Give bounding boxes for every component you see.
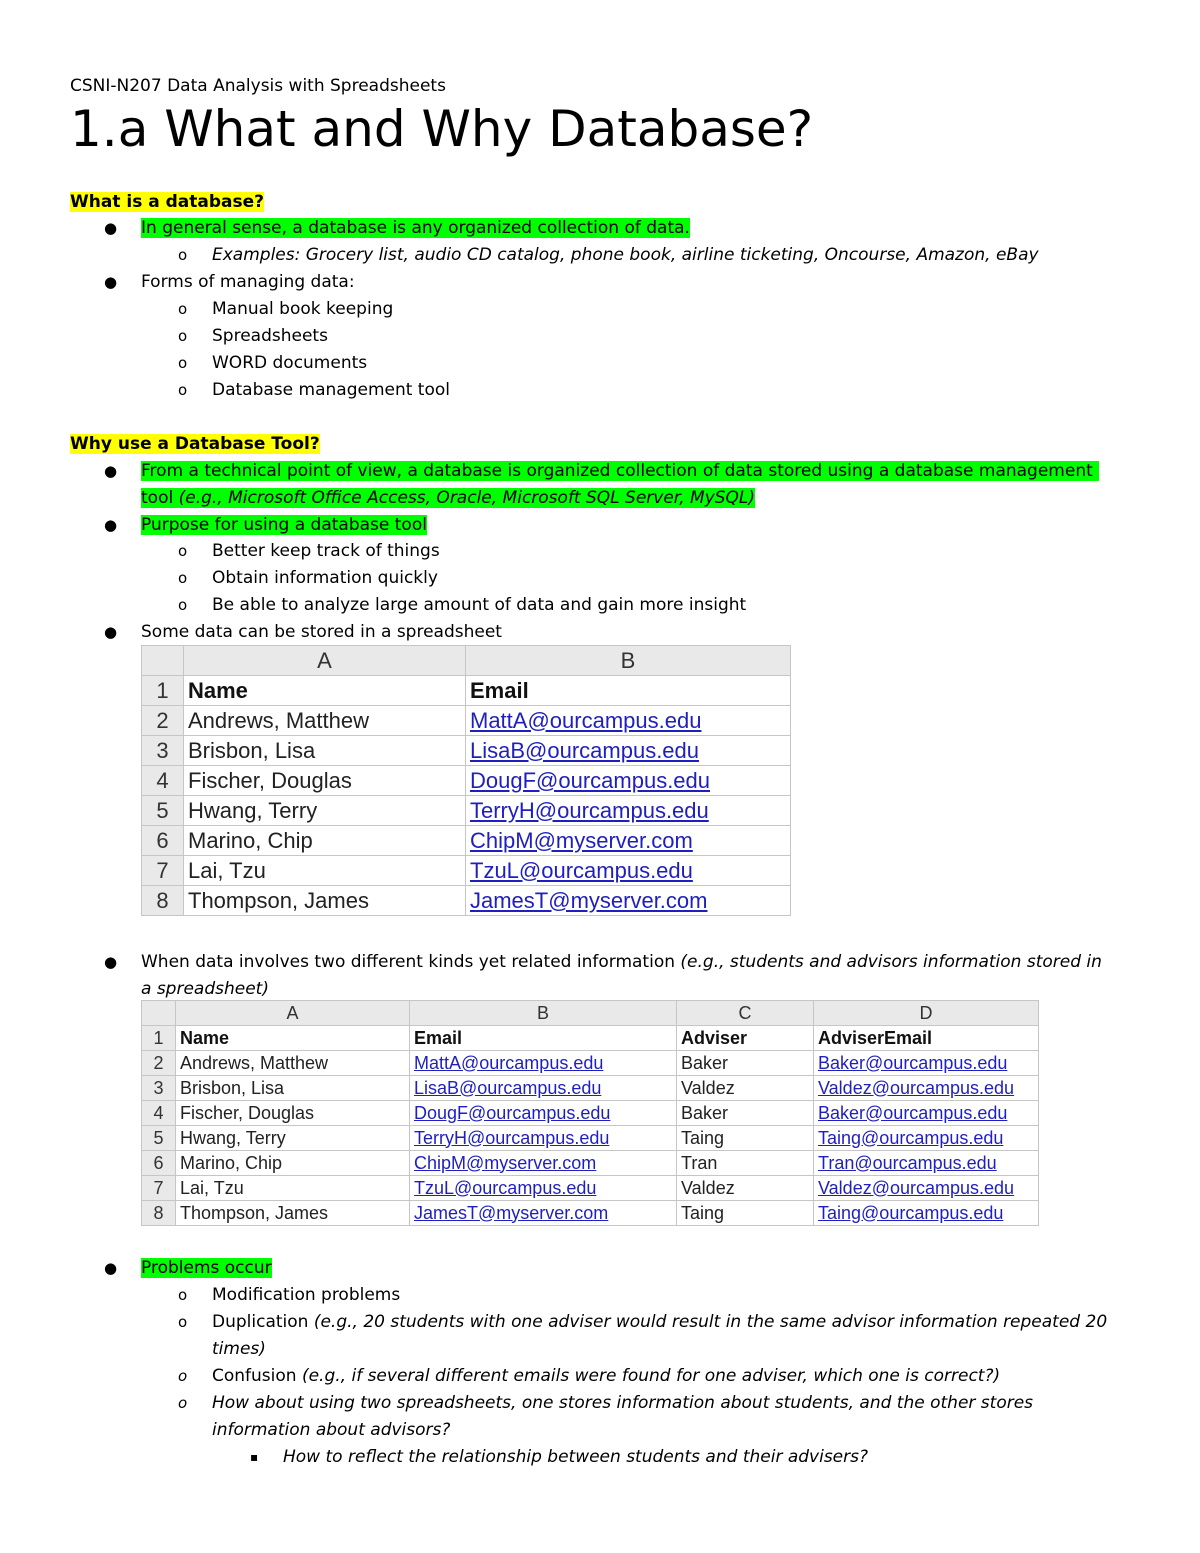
row-number: 7 (142, 856, 184, 886)
course-label: CSNI-N207 Data Analysis with Spreadsheets (70, 76, 446, 96)
bullet-icon: ● (104, 623, 118, 641)
circle-bullet-icon: o (178, 300, 188, 318)
column-header: A (184, 646, 466, 676)
bullet-icon: ● (104, 516, 118, 534)
row-number: 2 (142, 1051, 176, 1076)
column-header-row (142, 646, 791, 676)
cell-adviser-email: Baker@ourcampus.edu (814, 1051, 1039, 1076)
table-row (142, 1051, 1039, 1076)
sub-bullet-text: Confusion (e.g., if several different emails were found for one adviser, which one is correct?) (212, 1366, 1001, 1386)
column-header: A (176, 1001, 410, 1026)
row-number: 4 (142, 1101, 176, 1126)
circle-bullet-icon: o (178, 1367, 188, 1385)
cell-name: Hwang, Terry (176, 1126, 410, 1151)
spreadsheet-students-advisers (141, 1000, 1039, 1226)
cell-email: MattA@ourcampus.edu (410, 1051, 677, 1076)
cell-name: Name (176, 1026, 410, 1051)
table-row (142, 856, 791, 886)
circle-bullet-icon: o (178, 246, 188, 264)
cell-email: DougF@ourcampus.edu (466, 766, 791, 796)
circle-bullet-icon: o (178, 542, 188, 560)
row-number: 1 (142, 676, 184, 706)
cell-name: Brisbon, Lisa (184, 736, 466, 766)
table-row (142, 1151, 1039, 1176)
cell-adviser: Valdez (677, 1176, 814, 1201)
corner-cell (142, 1001, 176, 1026)
sub-bullet-text: Database management tool (212, 380, 450, 400)
bullet-icon: ● (104, 462, 118, 480)
bullet-text: In general sense, a database is any organized collection of data. (141, 218, 690, 238)
row-number: 5 (142, 1126, 176, 1151)
circle-bullet-icon: o (178, 1313, 188, 1331)
cell-email: JamesT@myserver.com (410, 1201, 677, 1226)
sub-sub-bullet-text: How to reflect the relationship between students and their advisers? (283, 1447, 869, 1467)
row-number: 2 (142, 706, 184, 736)
table-row (142, 706, 791, 736)
bullet-text: Problems occur (141, 1258, 272, 1278)
cell-name: Lai, Tzu (184, 856, 466, 886)
cell-email: ChipM@myserver.com (466, 826, 791, 856)
bullet-text: From a technical point of view, a database is organized collection of data stored using a database management (141, 460, 1099, 482)
bullet-text: Purpose for using a database tool (141, 515, 427, 535)
column-header: D (814, 1001, 1039, 1026)
sub-bullet-text: WORD documents (212, 353, 368, 373)
cell-email: LisaB@ourcampus.edu (410, 1076, 677, 1101)
cell-adviser-email: AdviserEmail (814, 1026, 1039, 1051)
row-number: 1 (142, 1026, 176, 1051)
cell-adviser-email: Valdez@ourcampus.edu (814, 1176, 1039, 1201)
spreadsheet-names-emails (141, 645, 791, 916)
circle-bullet-icon: o (178, 354, 188, 372)
sub-bullet-text: Be able to analyze large amount of data and gain more insight (212, 595, 747, 615)
row-number: 8 (142, 886, 184, 916)
square-bullet-icon: ▪ (250, 1450, 259, 1464)
table-row (142, 1076, 1039, 1101)
sub-bullet-text: Better keep track of things (212, 541, 440, 561)
bullet-text: Forms of managing data: (141, 272, 355, 292)
table-row (142, 1026, 1039, 1051)
table-row (142, 826, 791, 856)
table-row (142, 736, 791, 766)
cell-adviser: Taing (677, 1201, 814, 1226)
row-number: 4 (142, 766, 184, 796)
row-number: 3 (142, 736, 184, 766)
row-number: 6 (142, 1151, 176, 1176)
cell-adviser-email: Taing@ourcampus.edu (814, 1201, 1039, 1226)
cell-adviser: Baker (677, 1101, 814, 1126)
circle-bullet-icon: o (178, 381, 188, 399)
cell-email: ChipM@myserver.com (410, 1151, 677, 1176)
cell-name: Lai, Tzu (176, 1176, 410, 1201)
column-header-row (142, 1001, 1039, 1026)
bullet-text-continued: tool (e.g., Microsoft Office Access, Oracle, Microsoft SQL Server, MySQL) (141, 488, 756, 508)
cell-email: TerryH@ourcampus.edu (466, 796, 791, 826)
cell-adviser-email: Baker@ourcampus.edu (814, 1101, 1039, 1126)
cell-name: Thompson, James (176, 1201, 410, 1226)
circle-bullet-icon: o (178, 596, 188, 614)
cell-adviser-email: Taing@ourcampus.edu (814, 1126, 1039, 1151)
cell-adviser-email: Valdez@ourcampus.edu (814, 1076, 1039, 1101)
bullet-icon: ● (104, 953, 118, 971)
cell-email: DougF@ourcampus.edu (410, 1101, 677, 1126)
row-number: 6 (142, 826, 184, 856)
sub-bullet-text: Manual book keeping (212, 299, 394, 319)
cell-name: Fischer, Douglas (176, 1101, 410, 1126)
bullet-icon: ● (104, 219, 118, 237)
table-row (142, 1126, 1039, 1151)
table-row (142, 766, 791, 796)
cell-name: Thompson, James (184, 886, 466, 916)
column-header: B (466, 646, 791, 676)
cell-adviser: Taing (677, 1126, 814, 1151)
table-row (142, 676, 791, 706)
row-number: 8 (142, 1201, 176, 1226)
cell-email: JamesT@myserver.com (466, 886, 791, 916)
cell-adviser: Tran (677, 1151, 814, 1176)
sub-bullet-text: Examples: Grocery list, audio CD catalog, phone book, airline ticketing, Oncourse, Amazon, eBay (212, 245, 1039, 265)
sub-bullet-text: Duplication (e.g., 20 students with one adviser would result in the same advisor information repeated 20 (212, 1312, 1108, 1332)
table-row (142, 886, 791, 916)
circle-bullet-icon: o (178, 1394, 188, 1412)
cell-name: Fischer, Douglas (184, 766, 466, 796)
bullet-text: Some data can be stored in a spreadsheet (141, 622, 502, 642)
sub-bullet-text: Obtain information quickly (212, 568, 438, 588)
bullet-text-continued: a spreadsheet) (141, 979, 269, 999)
cell-name: Name (184, 676, 466, 706)
page-title: 1.a What and Why Database? (70, 100, 814, 158)
sub-bullet-text: Modification problems (212, 1285, 401, 1305)
column-header: C (677, 1001, 814, 1026)
cell-name: Marino, Chip (176, 1151, 410, 1176)
cell-name: Andrews, Matthew (176, 1051, 410, 1076)
cell-name: Marino, Chip (184, 826, 466, 856)
table-row (142, 1201, 1039, 1226)
row-number: 5 (142, 796, 184, 826)
row-number: 3 (142, 1076, 176, 1101)
cell-email: LisaB@ourcampus.edu (466, 736, 791, 766)
table-row (142, 796, 791, 826)
bullet-icon: ● (104, 273, 118, 291)
section-heading-why: Why use a Database Tool? (70, 434, 320, 454)
column-header: B (410, 1001, 677, 1026)
cell-adviser-email: Tran@ourcampus.edu (814, 1151, 1039, 1176)
cell-email: Email (466, 676, 791, 706)
cell-adviser: Valdez (677, 1076, 814, 1101)
circle-bullet-icon: o (178, 1286, 188, 1304)
table-row (142, 1101, 1039, 1126)
cell-email: MattA@ourcampus.edu (466, 706, 791, 736)
row-number: 7 (142, 1176, 176, 1201)
sub-bullet-text: Spreadsheets (212, 326, 328, 346)
section-heading-what: What is a database? (70, 192, 265, 212)
cell-adviser: Baker (677, 1051, 814, 1076)
bullet-text: When data involves two different kinds yet related information (e.g., students and advisors information stored in (141, 952, 1102, 972)
cell-adviser: Adviser (677, 1026, 814, 1051)
cell-email: TzuL@ourcampus.edu (410, 1176, 677, 1201)
cell-name: Hwang, Terry (184, 796, 466, 826)
table-row (142, 1176, 1039, 1201)
sub-bullet-text-continued: times) (212, 1339, 266, 1359)
circle-bullet-icon: o (178, 569, 188, 587)
sub-bullet-text: How about using two spreadsheets, one stores information about students, and the other stores (212, 1393, 1034, 1413)
cell-name: Andrews, Matthew (184, 706, 466, 736)
cell-name: Brisbon, Lisa (176, 1076, 410, 1101)
corner-cell (142, 646, 184, 676)
sub-bullet-text-continued: information about advisors? (212, 1420, 451, 1440)
cell-email: TerryH@ourcampus.edu (410, 1126, 677, 1151)
cell-email: TzuL@ourcampus.edu (466, 856, 791, 886)
circle-bullet-icon: o (178, 327, 188, 345)
cell-email: Email (410, 1026, 677, 1051)
bullet-icon: ● (104, 1259, 118, 1277)
